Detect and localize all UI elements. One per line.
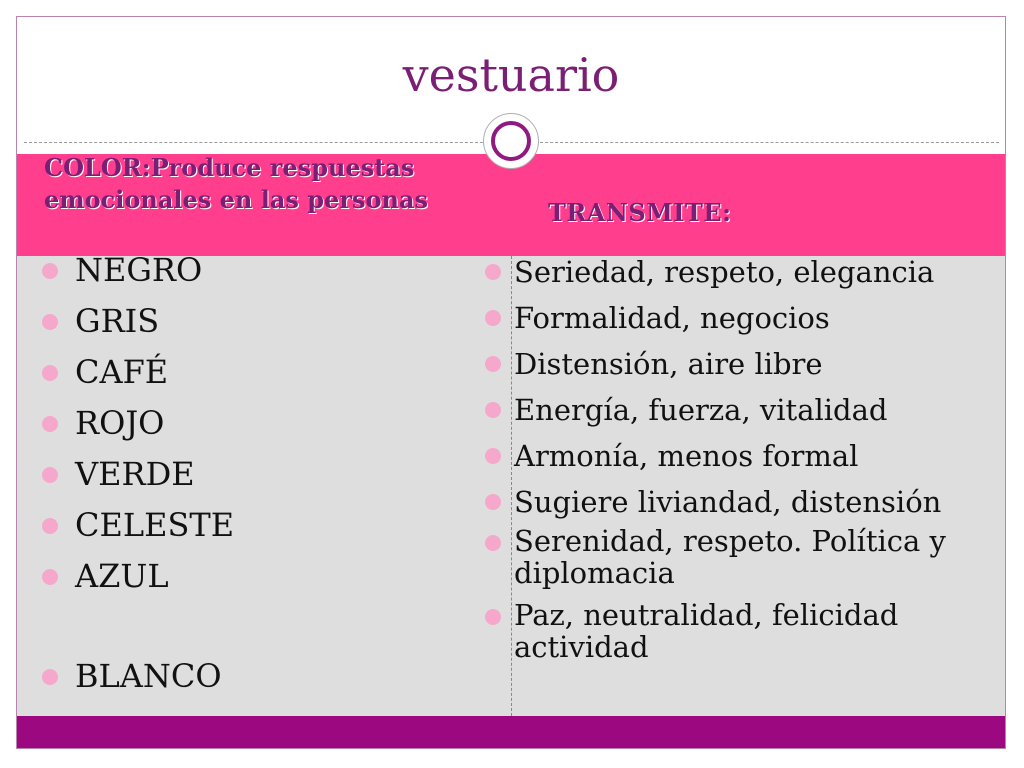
meaning-text: Serenidad, respeto. Política y diplomacia [514,524,946,590]
meaning-text: Formalidad, negocios [514,301,830,335]
list-item [485,254,1000,290]
meaning-text: Sugiere liviandad, distensión [514,485,942,519]
list-item [485,392,1000,428]
color-name: CELESTE [75,506,235,544]
bullet-icon [485,494,501,510]
bullet-icon [42,467,58,483]
bullet-icon [42,314,58,330]
bullet-icon [485,402,501,418]
bullet-icon [485,448,501,464]
meaning-text: Armonía, menos formal [514,439,859,473]
color-name: AZUL [75,557,169,595]
column-header-color: COLOR:Produce respuestas emocionales en las personas [44,153,428,214]
slide-title: vestuario [402,48,620,102]
bullet-icon [42,569,58,585]
color-name: NEGRO [75,251,203,289]
list-item [42,403,482,443]
color-name: BLANCO [75,657,222,695]
list-item [485,525,1000,589]
color-name: VERDE [75,455,195,493]
color-name: CAFÉ [75,353,169,391]
bullet-icon [485,609,501,625]
meaning-text: Distensión, aire libre [514,347,823,381]
bullet-icon [42,365,58,381]
list-item [42,505,482,545]
ring-ornament-icon [491,121,531,161]
bullet-icon [42,263,58,279]
list-item [485,484,1000,520]
meaning-text: Energía, fuerza, vitalidad [514,393,888,427]
bullet-icon [485,356,501,372]
meaning-list [485,254,1000,663]
column-header-transmite: TRANSMITE: [548,198,732,227]
bullet-icon [485,310,501,326]
list-item [42,301,482,341]
list-item [485,346,1000,382]
bullet-icon [42,416,58,432]
list-item [42,250,482,290]
bullet-icon [42,669,58,685]
color-name: ROJO [75,404,165,442]
list-item [42,556,482,596]
list-item [485,599,1000,663]
list-item [485,438,1000,474]
meaning-text: Paz, neutralidad, felicidad actividad [514,598,899,664]
meaning-text: Seriedad, respeto, elegancia [514,255,935,289]
footer-band [17,716,1005,748]
list-item [42,352,482,392]
bullet-icon [42,518,58,534]
list-item [42,454,482,494]
color-name: GRIS [75,302,160,340]
color-list [42,250,482,696]
bullet-icon [485,535,501,551]
list-item [42,656,482,696]
bullet-icon [485,264,501,280]
list-item [485,300,1000,336]
